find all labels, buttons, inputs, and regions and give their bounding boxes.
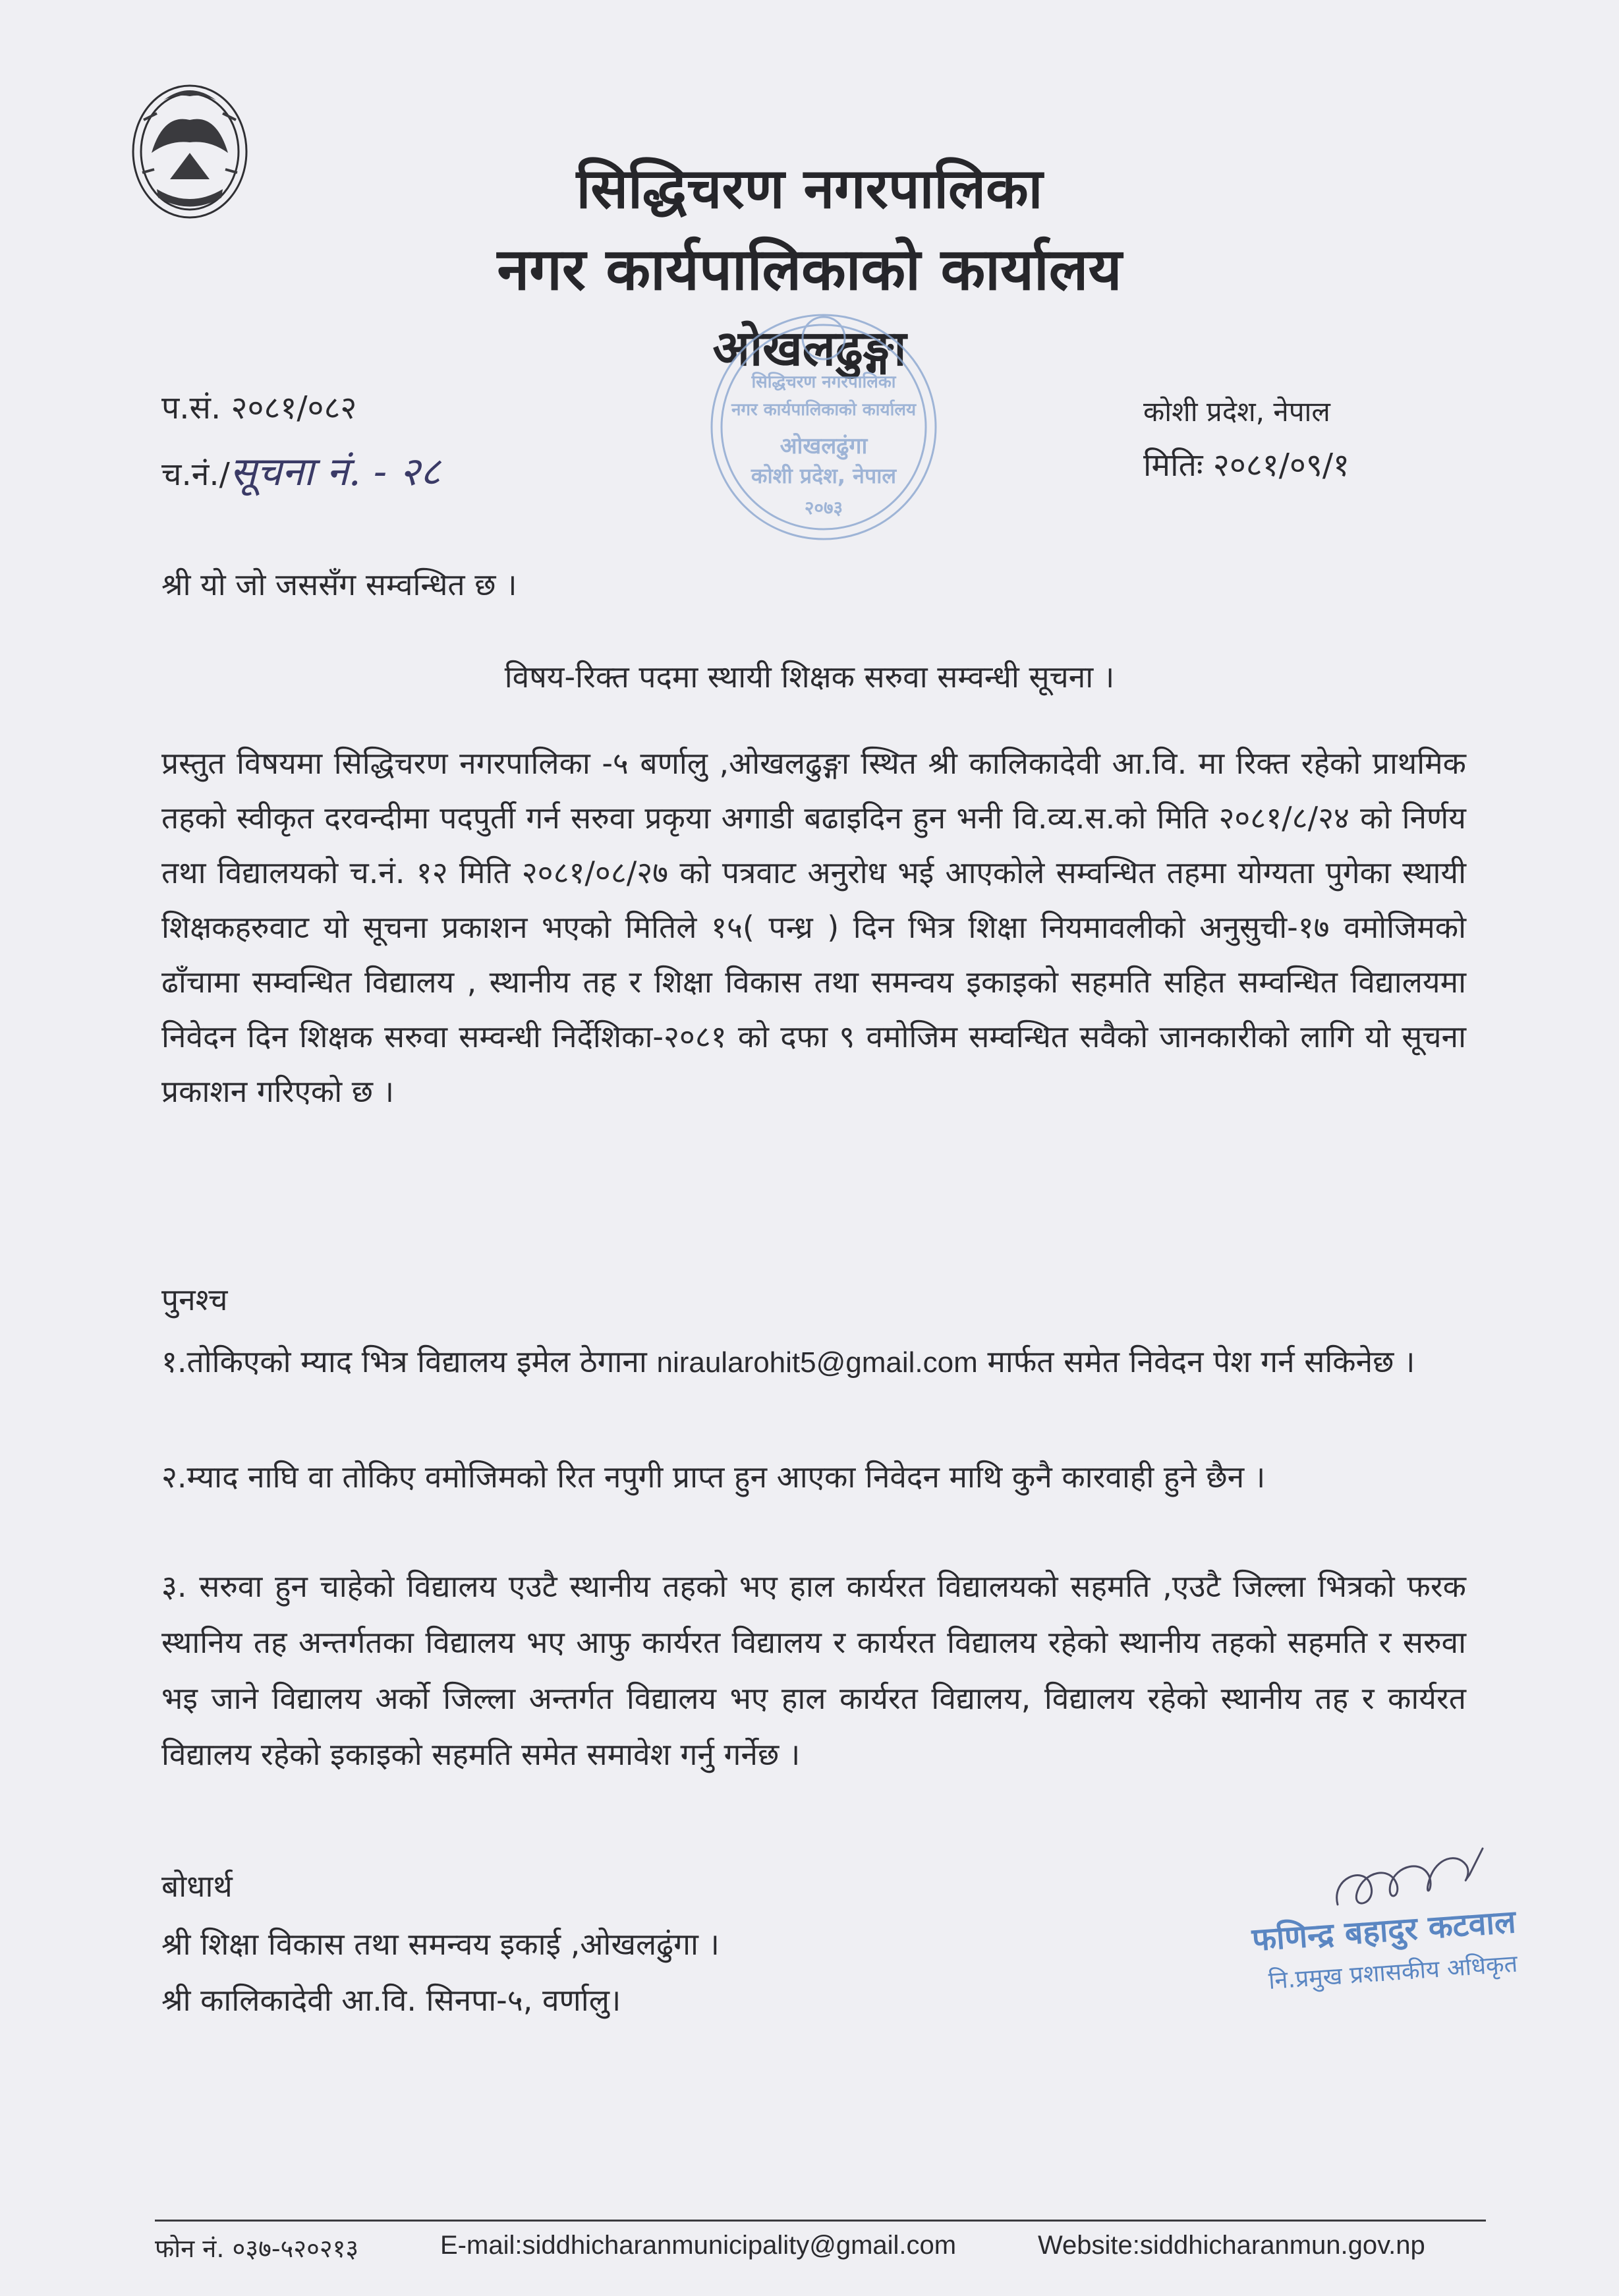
cc-title: बोधार्थ — [161, 1868, 233, 1904]
postscript-item-1-after: मार्फत समेत निवेदन पेश गर्न सकिनेछ । — [987, 1344, 1415, 1379]
seal-text-place: ओखलढुंगा — [780, 433, 868, 459]
footer-divider — [155, 2220, 1486, 2222]
patra-sankhya: प.सं. २०८१/०८२ — [161, 389, 357, 426]
postscript-item-1 — [161, 1335, 1466, 1390]
district-name: ओखलढुङ्गा — [712, 320, 907, 377]
office-seal-stamp — [698, 302, 949, 552]
postscript-item-2: २.म्याद नाघि वा तोकिए वमोजिमको रित नपुगी प्राप्त हुन आएका निवेदन माथि कुनै कारवाही हुने छैन । — [161, 1459, 1266, 1495]
chalani-handwritten: सूचना नं. - २८ — [229, 449, 441, 495]
seal-text-mid: नगर कार्यपालिकाको कार्यालय — [731, 400, 917, 420]
signatory-name: फणिन्द्र बहादुर कटवाल — [1251, 1903, 1518, 1959]
postscript-item-3: ३. सरुवा हुन चाहेको विद्यालय एउटै स्थानीय तहको भए हाल कार्यरत विद्यालयको सहमति ,एउटै जिल्ला भित्रको फरक स्थानिय तह अन्तर्गतका विद्यालय भए आफु कार्यरत विद्यालय र कार्यरत विद्यालय रहेको स्थानीय तहको सहमति र सरुवा भइ जाने विद्यालय अर्को जिल्ला अन्तर्गत विद्यालय भए हाल कार्यरत विद्यालय, विद्यालय रहेको स्थानीय तह र कार्यरत विद्यालय रहेको इकाइको सहमति समेत समावेश गर्नु गर्नेछ । — [161, 1568, 1466, 1772]
footer-website[interactable]: Website:siddhicharanmun.gov.np — [1038, 2231, 1425, 2260]
office-name: नगर कार्यपालिकाको कार्यालय — [497, 235, 1122, 303]
letter-date: मितिः २०८१/०९/१ — [1143, 447, 1349, 484]
school-email-link[interactable]: niraularohit5@gmail.com — [656, 1346, 978, 1379]
chalani-label: च.नं./ — [161, 456, 230, 493]
seal-text-year: २०७३ — [804, 497, 843, 519]
cc-recipient-1: श्री शिक्षा विकास तथा समन्वय इकाई ,ओखलढुंगा । — [161, 1926, 720, 1962]
footer-phone: फोन नं. ०३७-५२०२१३ — [155, 2234, 359, 2263]
postscript-item-1-before: १.तोकिएको म्याद भित्र विद्यालय इमेल ठेगाना — [161, 1344, 647, 1379]
seal-text-top: सिद्धिचरण नगरपालिका — [751, 372, 896, 392]
subject-line: विषय-रिक्त पदमा स्थायी शिक्षक सरुवा सम्वन्धी सूचना । — [504, 659, 1115, 695]
cc-recipient-2: श्री कालिकादेवी आ.वि. सिनपा-५, वर्णालु। — [161, 1982, 621, 2018]
postscript-title: पुनश्च — [161, 1282, 228, 1317]
notice-body: प्रस्तुत विषयमा सिद्धिचरण नगरपालिका -५ बर्णालु ,ओखलढुङ्गा स्थित श्री कालिकादेवी आ.वि. मा रिक्त रहेको प्राथमिक तहको स्वीकृत दरवन्दीमा पदपुर्ती गर्न सरुवा प्रकृया अगाडी बढाइदिन हुन भनी वि.व्य.स.को मिति २०८१/८/२४ को निर्णय तथा विद्यालयको च.नं. १२ मिति २०८१/०८/२७ को पत्रवाट अनुरोध भई आएकोले सम्वन्धित तहमा योग्यता पुगेका स्थायी शिक्षकहरुवाट यो सूचना प्रकाशन भएको मितिले १५( पन्ध्र ) दिन भित्र शिक्षा नियमावलीको अनुसुची-१७ वमोजिमको ढाँचामा सम्वन्धित विद्यालय , स्थानीय तह र शिक्षा विकास तथा समन्वय इकाइको सहमति सहित सम्वन्धित विद्यालयमा निवेदन दिन शिक्षक सरुवा सम्वन्धी निर्देशिका-२०८१ को दफा ९ वमोजिम सम्वन्धित सवैको जानकारीको लागि यो सूचना प्रकाशन गरिएको छ । — [161, 745, 1466, 1109]
municipality-name: सिद्धिचरण नगरपालिका — [576, 156, 1043, 221]
addressee: श्री यो जो जससँग सम्वन्धित छ । — [161, 567, 517, 602]
province-location: कोशी प्रदेश, नेपाल — [1143, 395, 1330, 428]
footer-email[interactable]: E-mail:siddhicharanmunicipality@gmail.com — [440, 2231, 957, 2260]
seal-text-province: कोशी प्रदेश, नेपाल — [751, 463, 897, 488]
chalani-number — [161, 443, 441, 497]
signatory-title: नि.प्रमुख प्रशासकीय अधिकृत — [1267, 1950, 1519, 1995]
